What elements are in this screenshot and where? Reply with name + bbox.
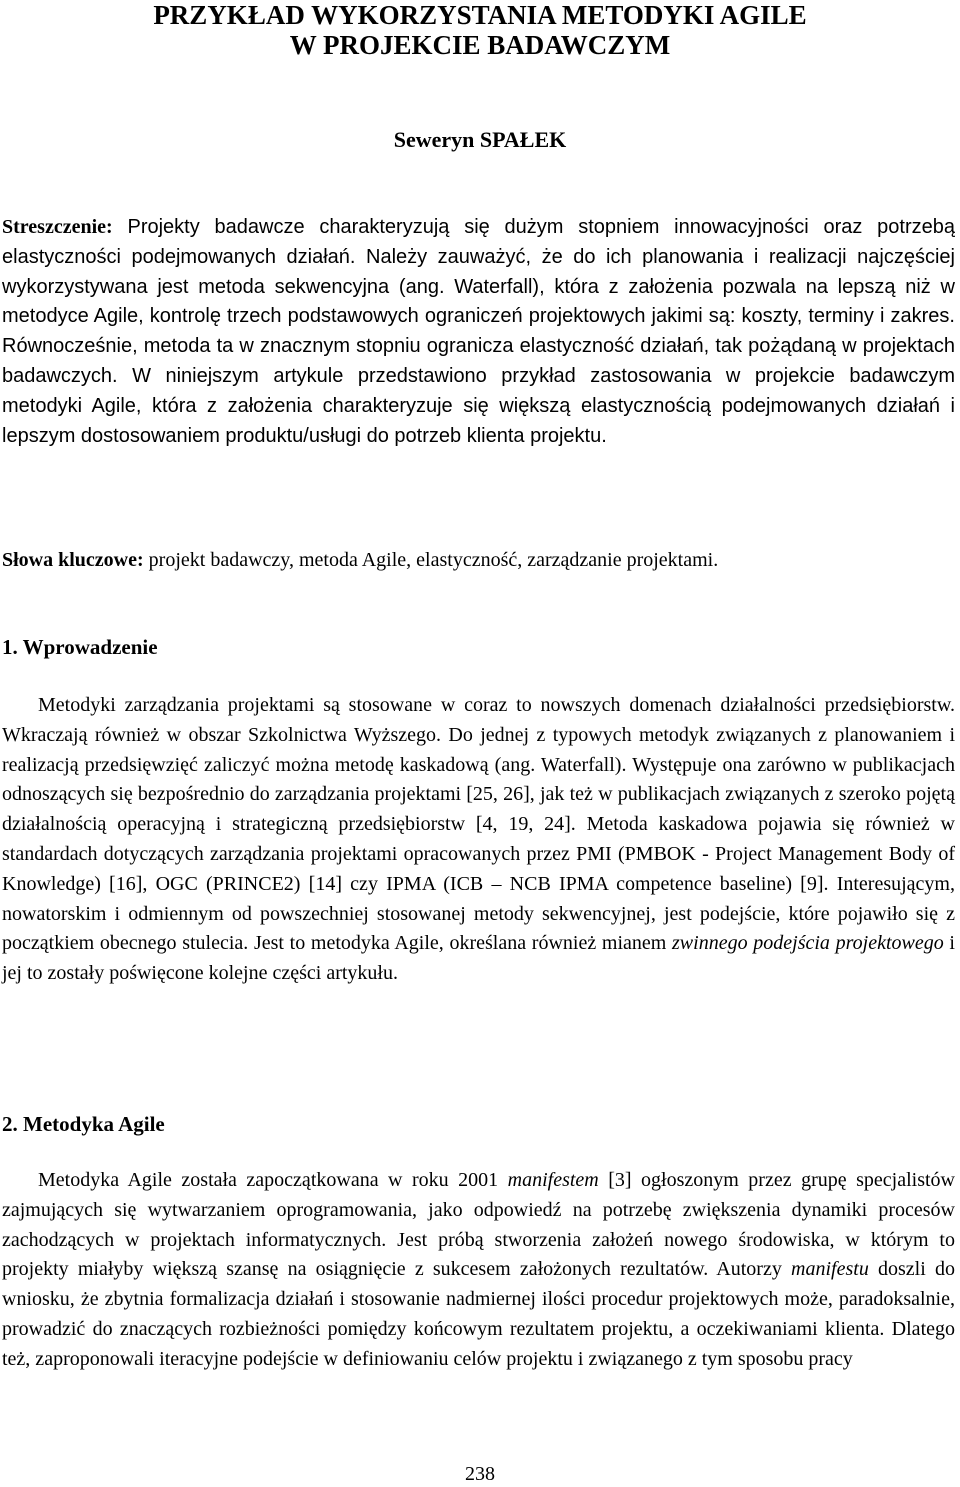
paper-title-line-2: W PROJEKCIE BADAWCZYM — [289, 30, 671, 60]
keywords-text: projekt badawczy, metoda Agile, elastyczność, zarządzanie projektami. — [143, 549, 719, 571]
agile-text-part-2: [3] ogłoszonym przez grupę specjalistów zajmujących się wytwarzaniem oprogramowania, jako odpowiedź na potrzebę zwiększenia dynamiki procesów zachodzących w projektach informatycznych. Jest próbą stworzenia założeń nowego środowiska, w którym to projekty miałyby większą szansę na osiągnięcie z sukcesem założonych rezultatów. Autorzy — [2, 1169, 955, 1281]
agile-italic-manifestu: manifestu — [791, 1258, 869, 1281]
keywords-label: Słowa kluczowe: — [2, 549, 144, 571]
section-heading-introduction: 1. Wprowadzenie — [2, 635, 158, 659]
intro-text-part-1: Metodyki zarządzania projektami są stosowane w coraz to nowszych domenach działalności przedsiębiorstw. Wkraczają również w obszar Szkolnictwa Wyższego. Do jednej z typowych metodyk związanych z planowaniem i realizacją przedsięwzięć zaliczyć można metodę kaskadową (ang. Waterfall). Występuje ona zarówno w publikacjach odnoszących się bezpośrednio do zarządzania projektami [25, 26], jak też w publikacjach związanych z szeroko pojętą działalnością operacyjną i strategiczną przedsiębiorstw [4, 19, 24]. Metoda kaskadowa pojawia się również w standardach dotyczących zarządzania projektami opracowanych przez PMI (PMBOK - Project Management Body of Knowledge) [16], OGC (PRINCE2) [14] czy IPMA (ICB – NCB IPMA competence baseline) [9]. Interesującym, nowatorskim i odmiennym od powszechniej stosowanej metody sekwencyjnej, jest podejście, które pojawiło się z początkiem obecnego stulecia. Jest to metodyka Agile, określana również mianem — [2, 694, 955, 955]
paper-title-line-1: PRZYKŁAD WYKORZYSTANIA METODYKI AGILE — [153, 0, 807, 30]
keywords — [2, 546, 955, 576]
section-introduction-paragraph — [2, 691, 955, 989]
page-number: 238 — [465, 1463, 495, 1485]
agile-text-part-1: Metodyka Agile została zapoczątkowana w roku 2001 — [38, 1169, 508, 1191]
author-name: Seweryn SPAŁEK — [393, 127, 567, 152]
abstract — [2, 213, 955, 451]
section-agile-paragraph — [2, 1166, 955, 1375]
abstract-label: Streszczenie: — [2, 216, 113, 238]
abstract-text: Projekty badawcze charakteryzują się dużym stopniem innowacyjności oraz potrzebą elastyczności podejmowanych działań. Należy zauważyć, że do ich planowania i realizacji najczęściej wykorzystywana jest metoda sekwencyjna (ang. Waterfall), która z założenia pozwala na lepszą niż w metodyce Agile, kontrolę trzech podstawowych ograniczeń projektowych jakimi są: koszty, terminy i zakres. Równocześnie, metoda ta w znacznym stopniu ogranicza elastyczność działań, tak pożądaną w projektach badawczych. W niniejszym artykule przedstawiono przykład zastosowania w projekcie badawczym metodyki Agile, która z założenia charakteryzuje się większą elastycznością podejmowanych działań i lepszym dostosowaniem produktu/usługi do potrzeb klienta projektu. — [2, 216, 955, 447]
section-heading-agile: 2. Metodyka Agile — [2, 1112, 165, 1136]
intro-italic-phrase: zwinnego podejścia projektowego — [672, 932, 944, 955]
agile-italic-manifestem: manifestem — [507, 1169, 599, 1191]
agile-text-part-3: doszli do wniosku, że zbytnia formalizacja działań i stosowanie nadmiernej ilości procedur projektowych może, paradoksalnie, prowadzić do znaczących rozbieżności pomiędzy końcowym rezultatem projektu, a oczekiwaniami klienta. Dlatego też, zaproponowali iteracyjne podejście w definiowaniu celów projektu i związanego z tym sposobu pracy — [2, 1258, 955, 1370]
intro-text-part-2: i jej to zostały poświęcone kolejne części artykułu. — [2, 932, 955, 985]
paper-title — [0, 0, 960, 60]
